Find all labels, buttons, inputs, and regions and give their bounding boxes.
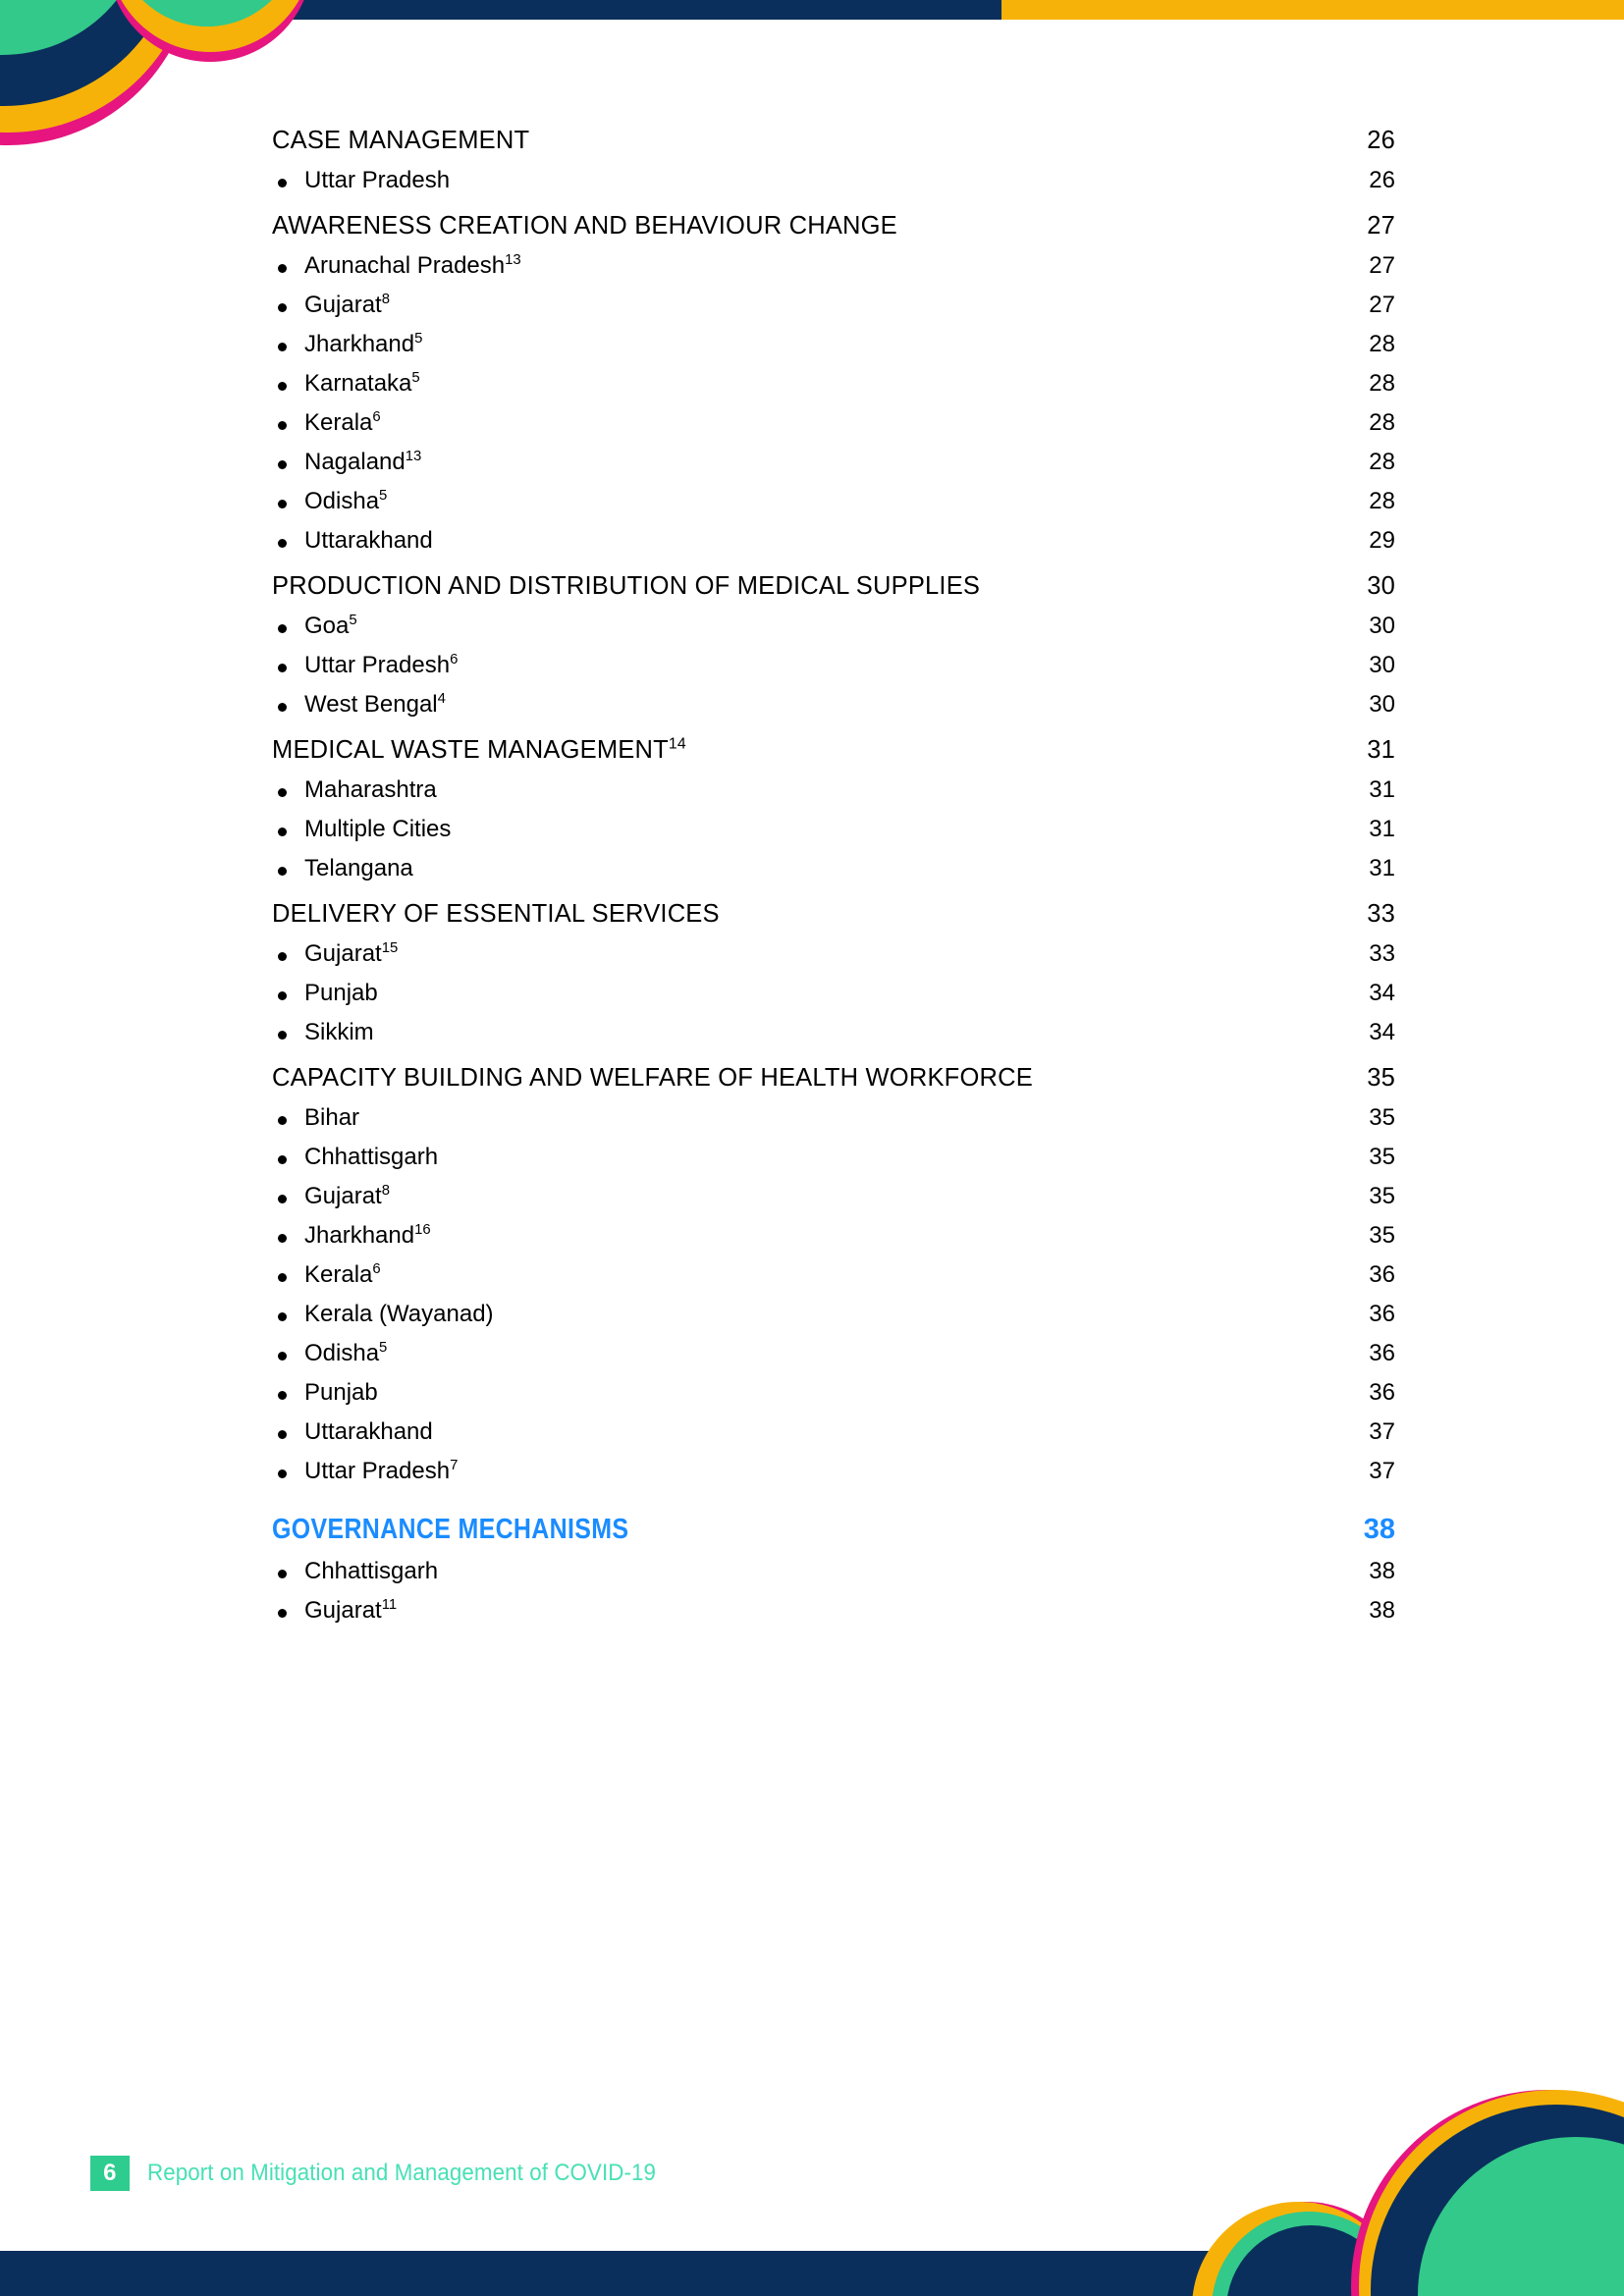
bullet-icon [278,788,287,797]
toc-entry-label: Uttarakhand [304,1418,433,1445]
bullet-icon [278,991,287,1000]
toc-entry-footnote-marker: 7 [450,1458,459,1473]
toc-entry-label: GOVERNANCE MECHANISMS [272,1514,629,1545]
toc-list-item[interactable] [272,1222,1395,1250]
bullet-icon [278,952,287,961]
toc-entry-page-number: 33 [1367,900,1395,928]
bullet-icon [278,1469,287,1478]
toc-entry-footnote-marker: 15 [381,940,399,956]
toc-entry-page-number: 36 [1369,1340,1395,1366]
toc-entry-footnote-marker: 13 [405,449,422,464]
toc-entry-page-number: 31 [1369,776,1395,803]
toc-entry-label: CASE MANAGEMENT [272,127,530,154]
toc-list-item[interactable] [272,1379,1395,1407]
toc-list-item[interactable] [272,980,1395,1007]
toc-chapter-heading[interactable] [272,1513,1395,1546]
toc-list-item[interactable] [272,1261,1395,1289]
toc-list-item[interactable] [272,449,1395,476]
bullet-icon [278,179,287,187]
bottom-navy-bar [0,2251,1247,2296]
toc-entry-page-number: 34 [1369,1019,1395,1045]
toc-list-item[interactable] [272,370,1395,398]
toc-entry-label: Nagaland$^{13}$ [304,449,422,475]
toc-section-heading[interactable] [272,899,1395,929]
top-yellow-bar [1001,0,1624,20]
toc-entry-page-number: 38 [1369,1558,1395,1584]
toc-list-item[interactable] [272,1183,1395,1210]
toc-section-heading[interactable] [272,735,1395,765]
toc-entry-footnote-marker: 6 [450,652,459,667]
toc-list-item[interactable] [272,816,1395,843]
toc-entry-label: West Bengal$^4$ [304,691,446,718]
footer-report-title: Report on Mitigation and Management of COVID-19 [147,2160,657,2186]
toc-entry-page-number: 34 [1369,980,1395,1006]
bullet-icon [278,500,287,508]
toc-section-heading[interactable] [272,1063,1395,1093]
toc-section-heading[interactable] [272,126,1395,155]
toc-list-item[interactable] [272,1418,1395,1446]
toc-entry-footnote-marker: 14 [668,735,686,753]
toc-entry-footnote-marker: 5 [411,370,420,386]
bullet-icon [278,1570,287,1578]
toc-list-item[interactable] [272,1301,1395,1328]
bullet-icon [278,1312,287,1321]
toc-entry-footnote-marker: 6 [372,409,381,425]
toc-entry-page-number: 38 [1363,1514,1395,1545]
toc-entry-page-number: 30 [1369,652,1395,678]
toc-entry-footnote-marker: 5 [379,488,388,504]
toc-entry-label: Goa$^5$ [304,613,357,639]
toc-list-item[interactable] [272,1558,1395,1585]
bullet-icon [278,1195,287,1203]
toc-list-item[interactable] [272,292,1395,319]
bullet-icon [278,828,287,836]
toc-list-item[interactable] [272,252,1395,280]
bullet-icon [278,1116,287,1125]
toc-entry-footnote-marker: 4 [437,691,446,707]
toc-entry-label: Chhattisgarh [304,1558,439,1584]
bullet-icon [278,1609,287,1618]
bullet-icon [278,303,287,312]
toc-entry-page-number: 27 [1369,252,1395,279]
toc-entry-label: Uttar Pradesh$^7$ [304,1458,459,1484]
bullet-icon [278,1155,287,1164]
toc-entry-label: Maharashtra [304,776,437,803]
toc-entry-page-number: 37 [1369,1458,1395,1484]
toc-entry-footnote-marker: 16 [414,1222,431,1238]
toc-list-item[interactable] [272,1104,1395,1132]
toc-entry-footnote-marker: 8 [381,1183,390,1199]
bullet-icon [278,1391,287,1400]
toc-entry-label: Uttar Pradesh [304,167,451,193]
toc-list-item[interactable] [272,691,1395,719]
toc-entry-label: Gujarat$^{15}$ [304,940,399,967]
toc-entry-label: Gujarat$^8$ [304,1183,390,1209]
toc-entry-page-number: 35 [1369,1183,1395,1209]
bullet-icon [278,703,287,712]
toc-list-item[interactable] [272,488,1395,515]
toc-entry-label: Punjab [304,1379,378,1406]
toc-entry-page-number: 36 [1369,1261,1395,1288]
toc-entry-label: DELIVERY OF ESSENTIAL SERVICES [272,900,720,928]
toc-entry-label: Odisha$^5$ [304,488,388,514]
toc-list-item[interactable] [272,940,1395,968]
toc-section-heading[interactable] [272,571,1395,601]
bullet-icon [278,264,287,273]
toc-entry-label: Punjab [304,980,378,1006]
toc-entry-page-number: 29 [1369,527,1395,554]
toc-entry-page-number: 35 [1369,1222,1395,1249]
bullet-icon [278,664,287,672]
bullet-icon [278,1273,287,1282]
toc-list-item[interactable] [272,167,1395,194]
toc-entry-label: PRODUCTION AND DISTRIBUTION OF MEDICAL SUPPLIES [272,572,981,600]
toc-entry-label: Jharkhand$^5$ [304,331,423,357]
toc-entry-label: Arunachal Pradesh$^{13}$ [304,252,521,279]
toc-entry-label: Gujarat$^8$ [304,292,390,318]
toc-entry-footnote-marker: 5 [414,331,423,347]
toc-entry-page-number: 30 [1369,691,1395,718]
toc-list-item[interactable] [272,613,1395,640]
bullet-icon [278,382,287,391]
toc-entry-page-number: 28 [1369,409,1395,436]
toc-entry-page-number: 35 [1367,1064,1395,1092]
toc-entry-footnote-marker: 11 [381,1597,398,1613]
toc-list-item[interactable] [272,1019,1395,1046]
toc-entry-label: Uttar Pradesh$^6$ [304,652,459,678]
toc-entry-footnote-marker: 5 [349,613,357,628]
bullet-icon [278,867,287,876]
toc-entry-page-number: 28 [1369,449,1395,475]
toc-entry-page-number: 31 [1369,855,1395,881]
bullet-icon [278,624,287,633]
toc-entry-label: Odisha$^5$ [304,1340,388,1366]
toc-entry-page-number: 31 [1369,816,1395,842]
toc-entry-label: Uttarakhand [304,527,433,554]
toc-entry-label: Kerala$^6$ [304,409,381,436]
bullet-icon [278,421,287,430]
toc-entry-page-number: 28 [1369,370,1395,397]
toc-list-item[interactable] [272,409,1395,437]
toc-entry-page-number: 35 [1369,1144,1395,1170]
toc-entry-footnote-marker: 8 [381,292,390,307]
bullet-icon [278,1031,287,1040]
toc-entry-footnote-marker: 13 [505,252,521,268]
toc-entry-label: Chhattisgarh [304,1144,439,1170]
toc-list-item[interactable] [272,1597,1395,1625]
toc-list-item[interactable] [272,652,1395,679]
toc-list-item[interactable] [272,1458,1395,1485]
bullet-icon [278,1352,287,1361]
bullet-icon [278,1430,287,1439]
toc-entry-page-number: 30 [1367,572,1395,600]
toc-entry-page-number: 38 [1369,1597,1395,1624]
toc-entry-page-number: 37 [1369,1418,1395,1445]
toc-entry-footnote-marker: 6 [372,1261,381,1277]
bullet-icon [278,539,287,548]
toc-list-item[interactable] [272,855,1395,882]
toc-entry-label: Bihar [304,1104,360,1131]
page-footer [90,2156,694,2191]
toc-entry-page-number: 28 [1369,331,1395,357]
toc-entry-page-number: 26 [1369,167,1395,193]
toc-entry-page-number: 31 [1367,736,1395,764]
toc-entry-label: AWARENESS CREATION AND BEHAVIOUR CHANGE [272,212,897,240]
toc-entry-label: Karnataka$^5$ [304,370,420,397]
bullet-icon [278,343,287,351]
toc-entry-label: Kerala$^6$ [304,1261,381,1288]
toc-list-item[interactable] [272,776,1395,804]
toc-entry-footnote-marker: 5 [379,1340,388,1356]
toc-entry-label: Gujarat$^{11}$ [304,1597,398,1624]
toc-entry-page-number: 26 [1367,127,1395,154]
toc-section-heading[interactable] [272,211,1395,240]
toc-entry-page-number: 30 [1369,613,1395,639]
toc-entry-page-number: 27 [1369,292,1395,318]
toc-entry-page-number: 36 [1369,1301,1395,1327]
toc-list-item[interactable] [272,1340,1395,1367]
toc-entry-label: Kerala (Wayanad) [304,1301,494,1327]
toc-list-item[interactable] [272,331,1395,358]
toc-entry-label: MEDICAL WASTE MANAGEMENT$^{14}$ [272,735,686,764]
footer-page-number: 6 [90,2156,130,2191]
table-of-contents [272,126,1395,1625]
toc-entry-page-number: 35 [1369,1104,1395,1131]
toc-entry-label: Multiple Cities [304,816,452,842]
toc-entry-label: Telangana [304,855,413,881]
toc-entry-page-number: 27 [1367,212,1395,240]
toc-entry-label: Jharkhand$^{16}$ [304,1222,431,1249]
toc-list-item[interactable] [272,1144,1395,1171]
toc-entry-label: CAPACITY BUILDING AND WELFARE OF HEALTH WORKFORCE [272,1064,1033,1092]
toc-entry-label: Sikkim [304,1019,374,1045]
toc-entry-page-number: 36 [1369,1379,1395,1406]
bullet-icon [278,460,287,469]
toc-entry-page-number: 28 [1369,488,1395,514]
bullet-icon [278,1234,287,1243]
toc-entry-page-number: 33 [1369,940,1395,967]
toc-list-item[interactable] [272,527,1395,555]
